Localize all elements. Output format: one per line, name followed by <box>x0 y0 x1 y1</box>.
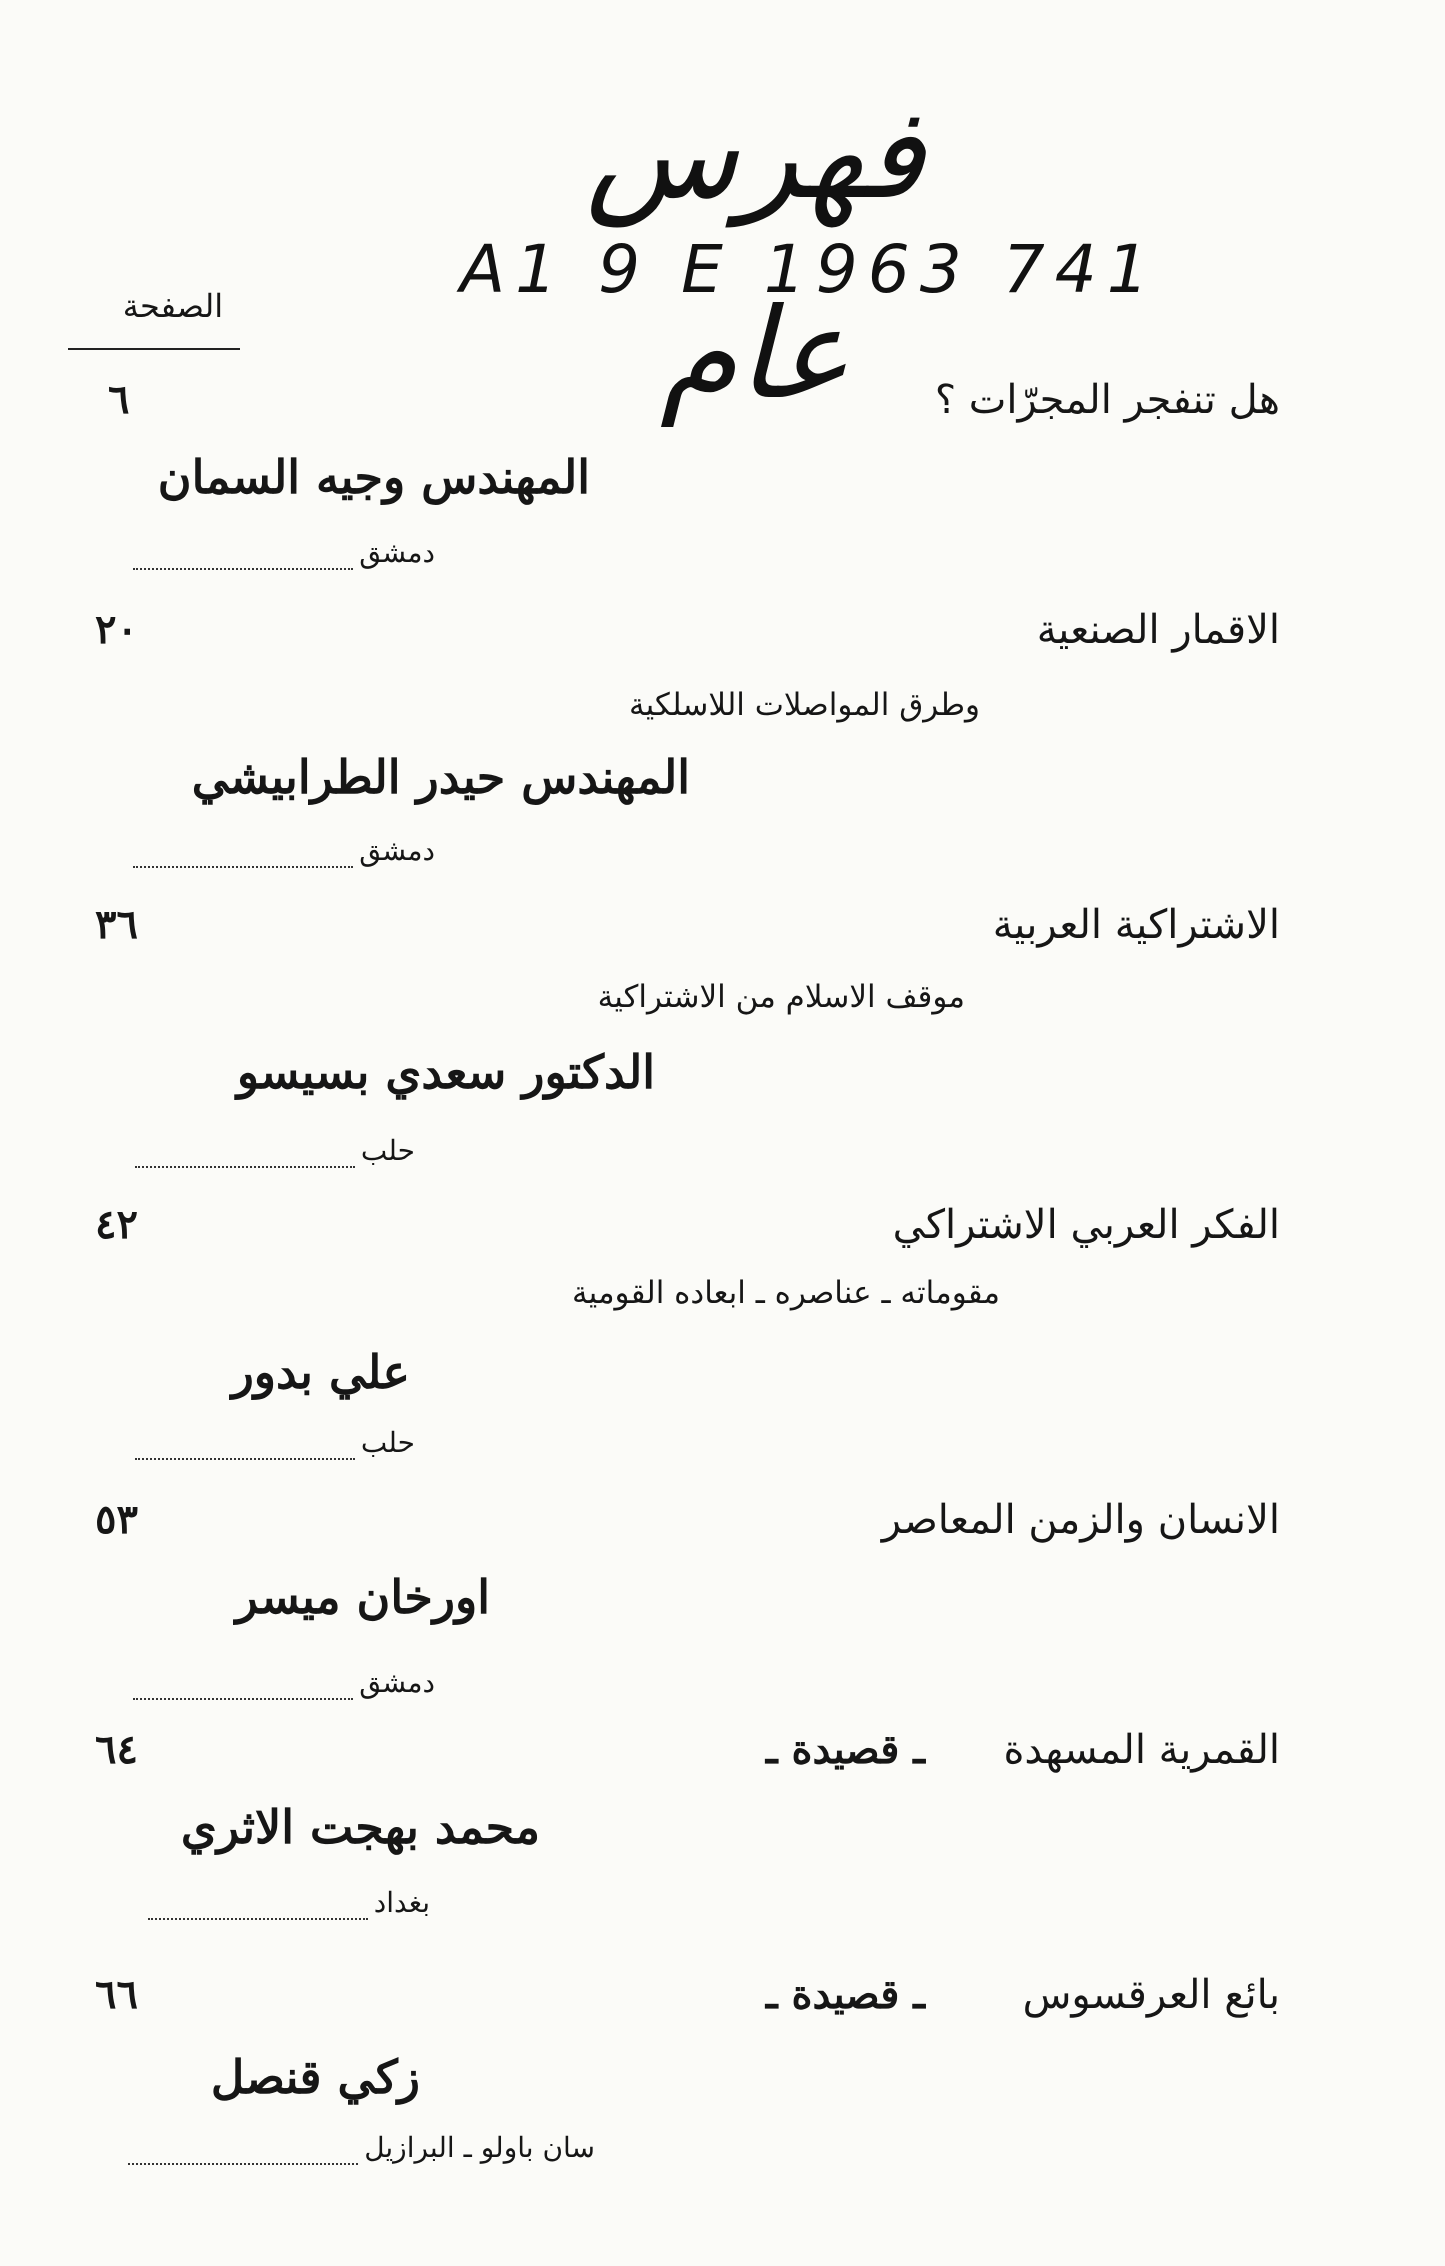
dotted-leader <box>128 2135 358 2165</box>
entry-title: الفكر العربي الاشتراكي <box>892 1202 1280 1248</box>
entry-page-number: ٢٠ <box>95 606 138 653</box>
entry-author: المهندس حيدر الطرابيشي <box>191 750 690 804</box>
entry-location: بغداد <box>148 1880 430 1926</box>
entry-location: دمشق <box>133 1660 435 1706</box>
entry-author: محمد بهجت الاثري <box>180 1800 540 1854</box>
entry-title: الاشتراكية العربية <box>992 902 1280 948</box>
entry-title: هل تنفجر المجرّات ؟ <box>934 377 1280 423</box>
entry-author: المهندس وجيه السمان <box>157 450 590 504</box>
index-heading: فهرس عام <box>585 82 925 427</box>
entry-author: زكي قنصل <box>210 2050 420 2104</box>
entry-location: سان باولو ـ البرازيل <box>128 2125 595 2171</box>
entry-location: دمشق <box>133 828 435 874</box>
entry-title: الانسان والزمن المعاصر <box>881 1497 1280 1543</box>
dotted-leader <box>133 540 353 570</box>
page-column-label: الصفحة <box>122 287 224 325</box>
entry-page-number: ٣٦ <box>95 901 138 948</box>
entry-page-number: ٦٤ <box>95 1726 138 1773</box>
entry-subtitle: موقف الاسلام من الاشتراكية <box>597 979 965 1015</box>
entry-genre: ـ قصيدة ـ <box>765 1971 925 2018</box>
entry-title: بائع العرقسوس <box>1022 1972 1280 2018</box>
dotted-leader <box>148 1890 368 1920</box>
entry-page-number: ٦٦ <box>95 1971 138 2018</box>
dotted-leader <box>135 1138 355 1168</box>
handwritten-reference: A1 9 E 1963 741 <box>460 231 1159 308</box>
page-column-rule <box>68 348 240 350</box>
entry-author: الدكتور سعدي بسيسو <box>236 1045 655 1099</box>
entry-page-number: ٦ <box>108 376 130 423</box>
entry-location: حلب <box>135 1420 415 1466</box>
entry-page-number: ٤٢ <box>95 1201 138 1248</box>
entry-subtitle: وطرق المواصلات اللاسلكية <box>628 687 980 723</box>
entry-author: علي بدور <box>231 1345 410 1399</box>
entry-location: حلب <box>135 1128 415 1174</box>
entry-page-number: ٥٣ <box>95 1496 138 1543</box>
entry-title: الاقمار الصنعية <box>1036 607 1280 653</box>
entry-location: دمشق <box>133 530 435 576</box>
entry-genre: ـ قصيدة ـ <box>765 1726 925 1773</box>
entry-subtitle: مقوماته ـ عناصره ـ ابعاده القومية <box>571 1275 1000 1311</box>
entry-author: اورخان ميسر <box>235 1570 490 1624</box>
dotted-leader <box>135 1430 355 1460</box>
dotted-leader <box>133 838 353 868</box>
dotted-leader <box>133 1670 353 1700</box>
entry-title: القمرية المسهدة <box>1003 1727 1280 1773</box>
